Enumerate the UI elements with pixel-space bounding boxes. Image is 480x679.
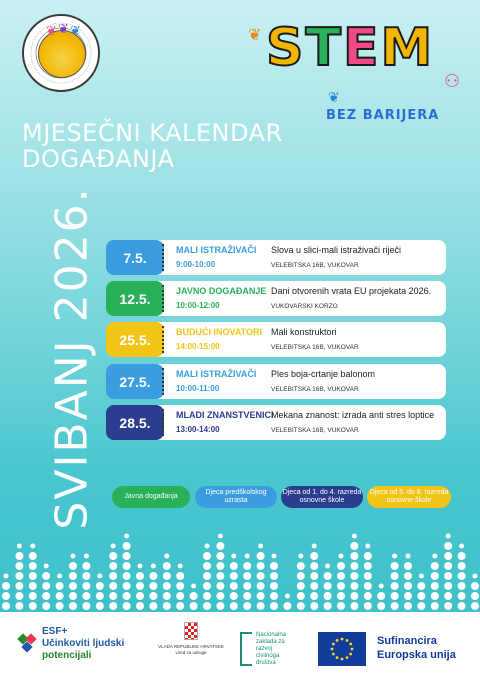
decor-dot — [364, 562, 372, 570]
decor-dot — [163, 602, 171, 610]
decor-dot — [270, 602, 278, 610]
eu-star-icon — [349, 653, 352, 656]
legend-grades-1-4: Djeca od 1. do 4. razreda osnovne škole — [281, 486, 363, 508]
decor-dot — [337, 602, 345, 610]
decor-dot — [2, 602, 10, 610]
decor-dot — [123, 552, 131, 560]
decor-dot — [258, 544, 263, 549]
decor-dot — [123, 602, 131, 610]
decor-dot — [123, 542, 131, 550]
bicycle-icon: ⚇ — [444, 71, 461, 91]
decor-dot — [231, 554, 236, 559]
stem-subtitle: BEZ BARIJERA — [326, 108, 440, 123]
decor-dot — [149, 602, 157, 610]
decor-dot — [243, 592, 251, 600]
stem-letter: S — [266, 18, 306, 78]
decor-dot — [44, 564, 49, 569]
decor-dot — [176, 602, 184, 610]
decor-dot — [29, 562, 37, 570]
decor-dot — [216, 572, 224, 580]
event-location: VELEBITSKA 16B, VUKOVAR — [271, 427, 359, 434]
decor-dot — [203, 562, 211, 570]
decor-dot — [458, 572, 466, 580]
event-row — [106, 240, 446, 275]
event-date: 12.5. — [106, 281, 164, 316]
decor-dot — [82, 582, 90, 590]
decor-dot — [69, 602, 77, 610]
divider — [162, 244, 166, 271]
decor-dot — [404, 572, 412, 580]
event-time: 13:00-14:00 — [176, 425, 220, 434]
eu-cofinancing-label — [377, 634, 456, 662]
decor-dot — [230, 592, 238, 600]
decor-dot — [109, 582, 117, 590]
decor-dot — [42, 592, 50, 600]
decor-dot — [431, 602, 439, 610]
gov-line: Ured za udruge — [175, 650, 207, 655]
decor-dot — [459, 544, 464, 549]
butterfly-icon: ❦ — [328, 89, 340, 105]
decor-dot — [203, 592, 211, 600]
decor-dot — [163, 582, 171, 590]
decor-dot — [149, 582, 157, 590]
month-label: SVIBANJ 2026. — [46, 186, 98, 530]
decor-dot — [176, 572, 184, 580]
decor-dot — [29, 572, 37, 580]
decor-dot — [352, 534, 357, 539]
decor-dot — [337, 572, 345, 580]
decor-dot — [230, 602, 238, 610]
decor-dot — [2, 582, 10, 590]
decor-dot — [350, 542, 358, 550]
decor-dot — [377, 602, 385, 610]
nz-line: društva — [256, 660, 276, 666]
decor-dot — [230, 582, 238, 590]
decor-dot — [272, 554, 277, 559]
decor-dot — [283, 602, 291, 610]
esf-brand: ESF+ — [42, 626, 68, 637]
eu-star-icon — [346, 656, 349, 659]
decor-dot — [350, 552, 358, 560]
decor-dot — [42, 602, 50, 610]
decor-dot — [205, 544, 210, 549]
decor-dot — [124, 534, 129, 539]
decor-dot — [310, 592, 318, 600]
decor-dot — [350, 602, 358, 610]
event-category: JAVNO DOGAĐANJE — [176, 286, 267, 296]
esf-logo — [42, 626, 124, 662]
event-category: MALI ISTRAŽIVAČI — [176, 369, 257, 379]
decor-dot — [257, 582, 265, 590]
decor-dot — [257, 562, 265, 570]
bracket-icon — [240, 632, 252, 666]
decor-dot — [123, 562, 131, 570]
eu-star-icon — [332, 653, 335, 656]
event-category: BUDUĆI INOVATORI — [176, 327, 263, 337]
decor-dot — [391, 602, 399, 610]
decor-dot — [339, 554, 344, 559]
decor-dot — [151, 564, 156, 569]
divider — [162, 368, 166, 395]
decor-dot — [377, 592, 385, 600]
decor-dot — [310, 552, 318, 560]
eu-star-icon — [341, 658, 344, 661]
event-time: 14:00-15:00 — [176, 342, 220, 351]
croatian-crest-icon — [184, 622, 198, 640]
decor-dot — [297, 572, 305, 580]
nz-line: razvoj — [256, 646, 273, 652]
decor-dot — [96, 592, 104, 600]
event-location: VUKOVARSKI KORZO — [271, 303, 338, 310]
butterfly-icon: ❦ — [58, 21, 69, 36]
event-row — [106, 364, 446, 399]
title-line: DOGAĐANJA — [22, 145, 175, 173]
decor-dot — [191, 584, 196, 589]
decor-dot — [216, 582, 224, 590]
decor-dot — [109, 552, 117, 560]
decor-dot — [56, 602, 64, 610]
decor-dot — [164, 554, 169, 559]
title-line: MJESEČNI KALENDAR — [22, 119, 283, 147]
divider — [162, 285, 166, 312]
decor-dot — [15, 582, 23, 590]
event-title: Ples boja-crtanje balonom — [271, 369, 376, 379]
decor-dot — [431, 582, 439, 590]
divider — [162, 409, 166, 436]
decor-dot — [270, 562, 278, 570]
decor-dot — [176, 592, 184, 600]
decor-dot — [391, 592, 399, 600]
event-location: VELEBITSKA 16B, VUKOVAR — [271, 262, 359, 269]
event-date: 27.5. — [106, 364, 164, 399]
event-row — [106, 405, 446, 440]
decor-dot — [136, 572, 144, 580]
decor-dot — [15, 572, 23, 580]
decor-dot — [15, 602, 23, 610]
decor-dot — [270, 572, 278, 580]
stem-logo — [248, 16, 470, 128]
eu-flag-icon — [318, 632, 366, 666]
eu-star-icon — [346, 639, 349, 642]
butterfly-icon: ❦ — [70, 23, 81, 38]
decor-dot — [446, 534, 451, 539]
stem-letter: M — [380, 18, 435, 78]
butterfly-icon: ❦ — [46, 23, 57, 38]
decor-dot — [337, 562, 345, 570]
decor-dot — [364, 592, 372, 600]
stem-letter: T — [305, 18, 343, 78]
decorative-dot-pattern — [0, 520, 480, 612]
decor-dot — [325, 564, 330, 569]
decor-dot — [230, 572, 238, 580]
decor-dot — [138, 564, 143, 569]
decor-dot — [243, 572, 251, 580]
decor-dot — [109, 602, 117, 610]
decor-dot — [69, 592, 77, 600]
esf-line: potencijali — [42, 650, 92, 661]
footer-logos — [0, 612, 480, 679]
decor-dot — [17, 544, 22, 549]
decor-dot — [15, 552, 23, 560]
event-title: Mekana znanost: izrada anti stres loptice — [271, 410, 435, 420]
decor-dot — [218, 534, 223, 539]
decor-dot — [310, 572, 318, 580]
decor-dot — [82, 592, 90, 600]
decor-dot — [404, 582, 412, 590]
decor-dot — [82, 562, 90, 570]
divider — [162, 326, 166, 353]
eu-line: Europska unija — [377, 649, 456, 661]
decor-dot — [404, 562, 412, 570]
decor-dot — [324, 582, 332, 590]
decor-dot — [82, 602, 90, 610]
decor-dot — [15, 562, 23, 570]
decor-dot — [176, 582, 184, 590]
association-logo — [22, 14, 100, 92]
stem-wordmark — [266, 18, 435, 78]
decor-dot — [111, 544, 116, 549]
esf-line: Učinkoviti ljudski — [42, 638, 125, 649]
government-logo — [150, 622, 232, 656]
decor-dot — [42, 582, 50, 590]
decor-dot — [417, 592, 425, 600]
event-date: 25.5. — [106, 322, 164, 357]
event-date: 7.5. — [106, 240, 164, 275]
decor-dot — [419, 574, 424, 579]
decor-dot — [109, 562, 117, 570]
decor-dot — [163, 592, 171, 600]
decor-dot — [96, 602, 104, 610]
event-row — [106, 281, 446, 316]
decor-dot — [444, 602, 452, 610]
decor-dot — [392, 554, 397, 559]
decor-dot — [163, 572, 171, 580]
decor-dot — [431, 572, 439, 580]
esf-diamond-icon — [16, 632, 38, 654]
butterfly-icon: ❦ — [248, 27, 262, 44]
decor-dot — [364, 572, 372, 580]
decor-dot — [458, 602, 466, 610]
decor-dot — [257, 572, 265, 580]
event-time: 10:00-11:00 — [176, 384, 220, 393]
gov-line: VLADA REPUBLIKE HRVATSKE — [158, 644, 224, 649]
decor-dot — [444, 592, 452, 600]
decor-dot — [285, 594, 290, 599]
decor-dot — [458, 582, 466, 590]
decor-dot — [69, 572, 77, 580]
decor-dot — [30, 544, 35, 549]
decor-dot — [406, 554, 411, 559]
decor-dot — [84, 554, 89, 559]
nz-line: zaklada za — [256, 639, 285, 645]
event-category: MLADI ZNANSTVENICI — [176, 410, 274, 420]
decor-dot — [230, 562, 238, 570]
decor-dot — [350, 562, 358, 570]
decor-dot — [190, 602, 198, 610]
eu-star-icon — [336, 639, 339, 642]
decor-dot — [298, 554, 303, 559]
decor-dot — [42, 572, 50, 580]
decor-dot — [69, 562, 77, 570]
decor-dot — [216, 562, 224, 570]
decor-dot — [310, 582, 318, 590]
decor-dot — [56, 592, 64, 600]
decor-dot — [243, 602, 251, 610]
decor-dot — [391, 572, 399, 580]
decor-dot — [471, 592, 479, 600]
decor-dot — [136, 582, 144, 590]
nz-line: civilnoga — [256, 653, 280, 659]
decor-dot — [350, 572, 358, 580]
decor-dot — [109, 572, 117, 580]
decor-dot — [350, 592, 358, 600]
national-foundation-logo — [244, 632, 286, 667]
decor-dot — [2, 592, 10, 600]
decor-dot — [216, 552, 224, 560]
decor-dot — [458, 552, 466, 560]
decor-dot — [136, 592, 144, 600]
decor-dot — [458, 592, 466, 600]
event-row — [106, 322, 446, 357]
decor-dot — [149, 592, 157, 600]
event-title: Slova u slici-mali istraživači riječi — [271, 245, 402, 255]
stem-letter: E — [342, 18, 381, 78]
decor-dot — [417, 582, 425, 590]
eu-star-icon — [336, 656, 339, 659]
legend-public-events: Javna događanja — [112, 486, 190, 508]
decor-dot — [136, 602, 144, 610]
decor-dot — [365, 544, 370, 549]
decor-dot — [364, 582, 372, 590]
decor-dot — [444, 562, 452, 570]
decor-dot — [4, 574, 9, 579]
decor-dot — [123, 572, 131, 580]
decor-dot — [82, 572, 90, 580]
decor-dot — [364, 602, 372, 610]
decor-dot — [178, 564, 183, 569]
decor-dot — [431, 592, 439, 600]
decor-dot — [312, 544, 317, 549]
decor-dot — [432, 554, 437, 559]
eu-line: Sufinancira — [377, 635, 437, 647]
decor-dot — [97, 574, 102, 579]
decor-dot — [243, 582, 251, 590]
decor-dot — [391, 582, 399, 590]
decor-dot — [257, 552, 265, 560]
eu-star-icon — [349, 643, 352, 646]
eu-star-icon — [341, 638, 344, 641]
event-title: Mali konstruktori — [271, 327, 337, 337]
decor-dot — [29, 592, 37, 600]
decor-dot — [458, 562, 466, 570]
decor-dot — [15, 592, 23, 600]
decor-dot — [379, 584, 384, 589]
decor-dot — [163, 562, 171, 570]
decor-dot — [203, 602, 211, 610]
decor-dot — [257, 602, 265, 610]
decor-dot — [149, 572, 157, 580]
decor-dot — [203, 552, 211, 560]
decor-dot — [404, 602, 412, 610]
decor-dot — [431, 562, 439, 570]
event-title: Dani otvorenih vrata EU projekata 2026. — [271, 286, 432, 296]
decor-dot — [29, 582, 37, 590]
decor-dot — [444, 572, 452, 580]
decor-dot — [324, 602, 332, 610]
decor-dot — [216, 602, 224, 610]
legend-grades-5-8: Djeca od 5. do 8. razreda osnovne škole — [367, 486, 451, 508]
decor-dot — [257, 592, 265, 600]
event-date: 28.5. — [106, 405, 164, 440]
decor-dot — [245, 554, 250, 559]
decor-dot — [123, 582, 131, 590]
event-time: 9:00-10:00 — [176, 260, 216, 269]
eu-star-icon — [351, 648, 354, 651]
decor-dot — [203, 572, 211, 580]
decor-dot — [216, 592, 224, 600]
decor-dot — [123, 592, 131, 600]
decor-dot — [404, 592, 412, 600]
decor-dot — [324, 592, 332, 600]
decor-dot — [297, 562, 305, 570]
nz-line: Nacionalna — [256, 632, 287, 638]
decor-dot — [243, 562, 251, 570]
decor-dot — [270, 592, 278, 600]
decor-dot — [444, 552, 452, 560]
decor-dot — [109, 592, 117, 600]
decor-dot — [297, 592, 305, 600]
decor-dot — [324, 572, 332, 580]
event-location: VELEBITSKA 16B, VUKOVAR — [271, 386, 359, 393]
eu-star-icon — [332, 643, 335, 646]
decor-dot — [216, 542, 224, 550]
decor-dot — [310, 602, 318, 610]
decor-dot — [71, 554, 76, 559]
decor-dot — [417, 602, 425, 610]
decor-dot — [364, 552, 372, 560]
decor-dot — [337, 582, 345, 590]
decor-dot — [337, 592, 345, 600]
decor-dot — [473, 574, 478, 579]
event-time: 10:00-12:00 — [176, 301, 220, 310]
decor-dot — [29, 602, 37, 610]
decor-dot — [444, 542, 452, 550]
decor-dot — [96, 582, 104, 590]
decor-dot — [297, 602, 305, 610]
decor-dot — [350, 582, 358, 590]
decor-dot — [471, 582, 479, 590]
decor-dot — [270, 582, 278, 590]
event-location: VELEBITSKA 16B, VUKOVAR — [271, 344, 359, 351]
decor-dot — [471, 602, 479, 610]
page-title — [22, 120, 283, 172]
legend-preschool: Djeca predškolskog uzrasta — [195, 486, 277, 508]
decor-dot — [203, 582, 211, 590]
decor-dot — [190, 592, 198, 600]
decor-dot — [310, 562, 318, 570]
decor-dot — [57, 574, 62, 579]
decor-dot — [29, 552, 37, 560]
decor-dot — [56, 582, 64, 590]
decor-dot — [444, 582, 452, 590]
eu-star-icon — [331, 648, 334, 651]
decor-dot — [297, 582, 305, 590]
event-category: MALI ISTRAŽIVAČI — [176, 245, 257, 255]
decor-dot — [69, 582, 77, 590]
decor-dot — [391, 562, 399, 570]
